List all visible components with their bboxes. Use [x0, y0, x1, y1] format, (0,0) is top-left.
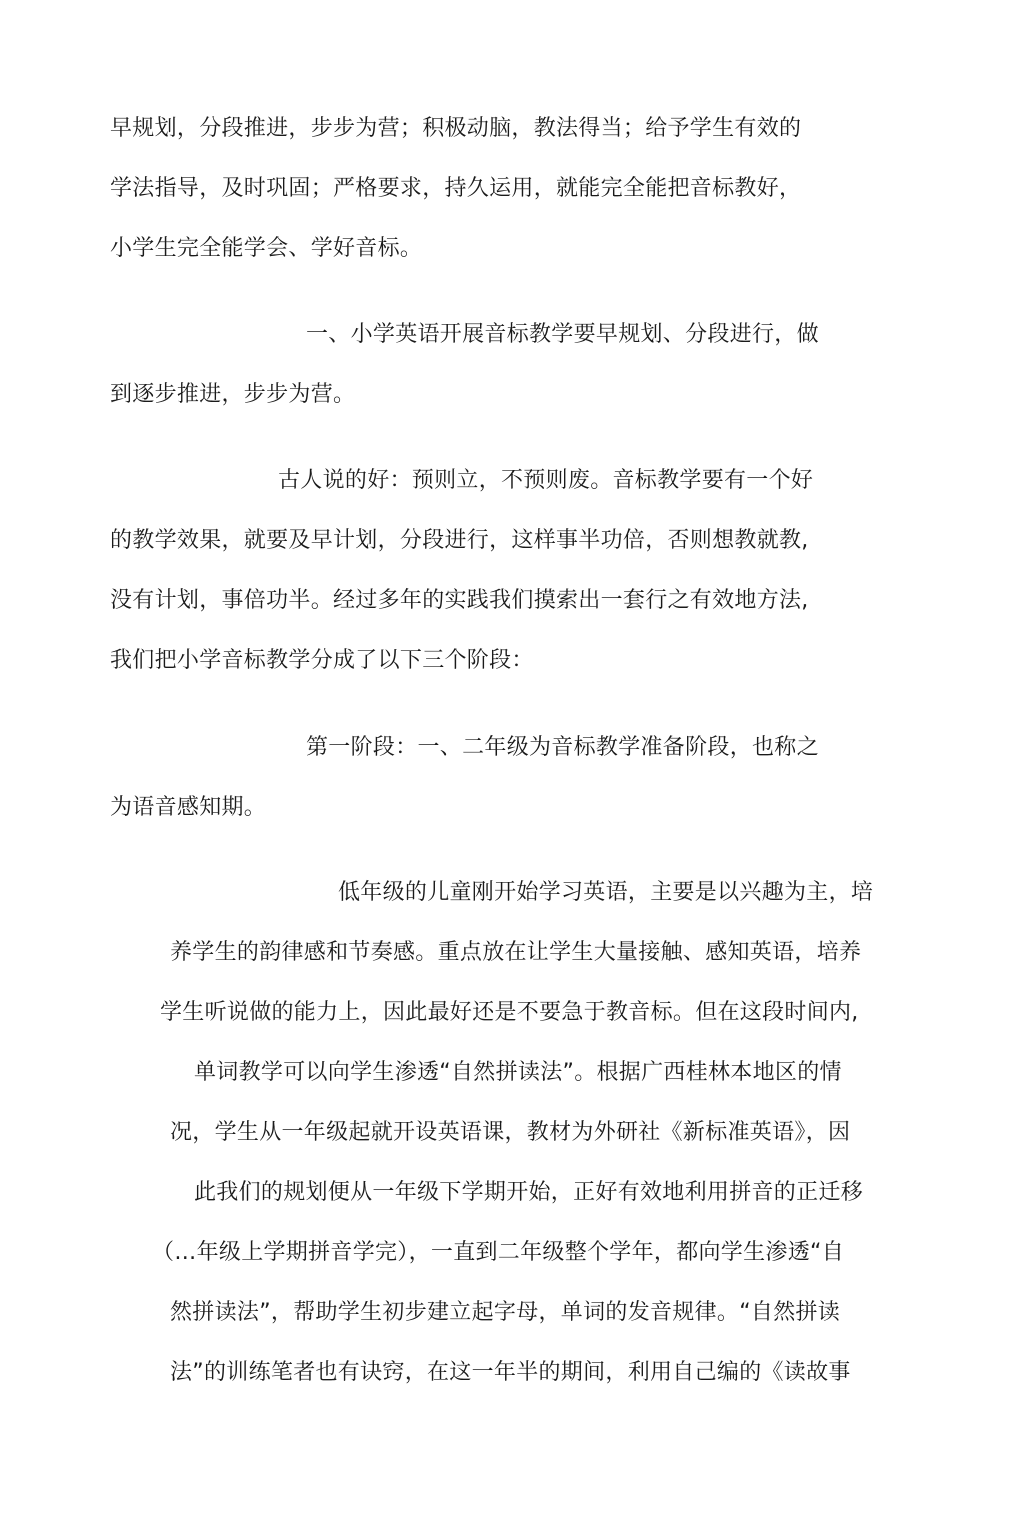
section-heading: 第一阶段：一、二年级为音标教学准备阶段，也称之 [306, 735, 819, 760]
text-line: 单词教学可以向学生渗透“自然拼读法”。根据广西桂林本地区的情 [194, 1060, 842, 1085]
text-line: （…年级上学期拼音学完），一直到二年级整个学年，都向学生渗透“自 [152, 1240, 844, 1265]
text-line: 法”的训练笔者也有诀窍，在这一年半的期间，利用自己编的《读故事 [170, 1360, 851, 1385]
text-line: 我们把小学音标教学分成了以下三个阶段： [110, 648, 534, 673]
section-heading: 为语音感知期。 [110, 795, 267, 820]
text-line: 养学生的韵律感和节奏感。重点放在让学生大量接触、感知英语，培养 [170, 940, 862, 965]
text-line: 古人说的好：预则立，不预则废。音标教学要有一个好 [278, 468, 814, 493]
section-heading: 一、小学英语开展音标教学要早规划、分段进行，做 [306, 322, 819, 347]
text-line: 低年级的儿童刚开始学习英语，主要是以兴趣为主，培 [338, 880, 874, 905]
text-line: 的教学效果，就要及早计划，分段进行，这样事半功倍，否则想教就教, [110, 528, 809, 553]
text-line: 然拼读法”，帮助学生初步建立起字母，单词的发音规律。“自然拼读 [170, 1300, 841, 1325]
text-line: 学法指导，及时巩固；严格要求，持久运用，就能完全能把音标教好， [110, 176, 802, 201]
text-line: 小学生完全能学会、学好音标。 [110, 236, 423, 261]
section-heading: 到逐步推进，步步为营。 [110, 382, 356, 407]
text-line: 此我们的规划便从一年级下学期开始，正好有效地利用拼音的正迁移 [194, 1180, 864, 1205]
text-line: 早规划，分段推进，步步为营；积极动脑，教法得当；给予学生有效的 [110, 116, 802, 141]
text-line: 没有计划，事倍功半。经过多年的实践我们摸索出一套行之有效地方法, [110, 588, 809, 613]
text-line: 学生听说做的能力上，因此最好还是不要急于教音标。但在这段时间内, [160, 1000, 859, 1025]
text-line: 况，学生从一年级起就开设英语课，教材为外研社《新标准英语》，因 [170, 1120, 851, 1145]
